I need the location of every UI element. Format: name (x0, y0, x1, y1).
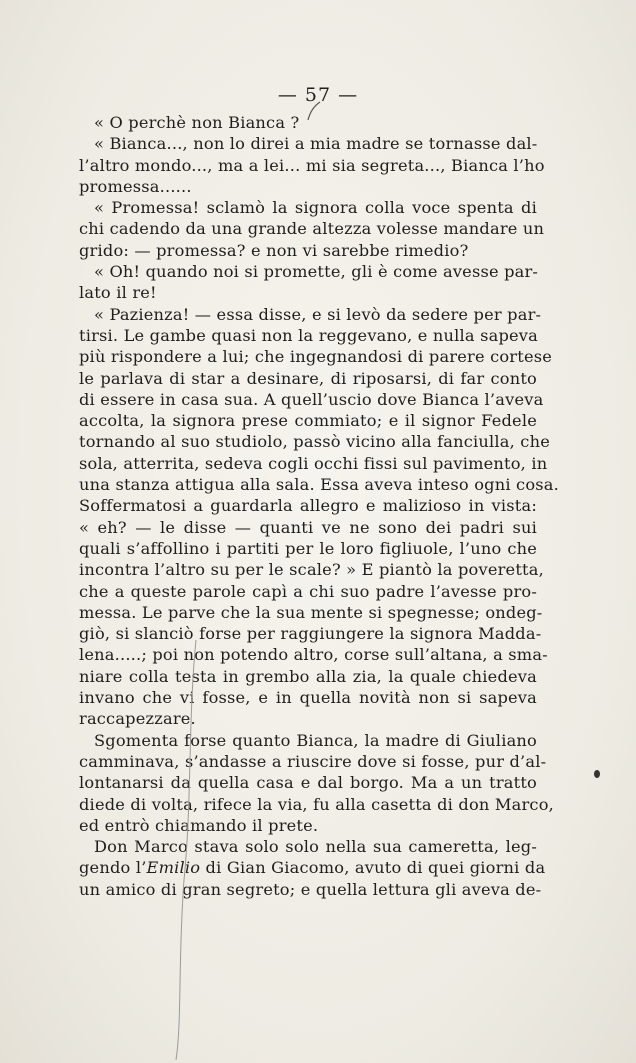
text-line: le parlava di star a desinare, di riposarsi, di far conto (79, 368, 537, 388)
text-line: niare colla testa in grembo alla zia, la quale chiedeva (79, 666, 537, 686)
text-line: lontanarsi da quella casa e dal borgo. Ma a un tratto (79, 773, 537, 793)
text-line: ed entrò chiamando il prete. (79, 815, 319, 835)
text-line: una stanza attigua alla sala. Essa aveva inteso ogni cosa. (79, 475, 559, 495)
text-line: sola, atterrita, sedeva cogli occhi fissi sul pavimento, in (79, 453, 548, 473)
body-text (79, 112, 559, 900)
text-line: « Promessa! sclamò la signora colla voce spenta di (94, 198, 537, 218)
text-line: raccapezzare. (79, 709, 196, 729)
text-line: un amico di gran segreto; e quella lettura gli aveva de- (79, 879, 542, 899)
page-number: — 57 — (277, 84, 359, 106)
text-line: tornando al suo studiolo, passò vicino alla fanciulla, che (79, 432, 550, 452)
text-line: più rispondere a lui; che ingegnandosi di parere cortese (79, 347, 553, 367)
text-line: « Bianca..., non lo direi a mia madre se tornasse dal- (94, 134, 538, 154)
text-line: incontra l’altro su per le scale? » E piantò la poveretta, (79, 560, 544, 580)
text-line: che a queste parole capì a chi suo padre l’avesse pro- (79, 581, 537, 601)
text-line: « Oh! quando noi si promette, gli è come avesse par- (94, 262, 539, 282)
text-line: gendo l’Emilio di Gian Giacomo, avuto di quei giorni da (79, 858, 546, 878)
text-line: giò, si slanciò forse per raggiungere la signora Madda- (79, 624, 542, 644)
text-line: quali s’affollino i partiti per le loro figliuole, l’uno che (79, 538, 537, 558)
pencil-stroke (166, 640, 206, 1060)
text-line: messa. Le parve che la sua mente si spegnesse; ondeg- (79, 602, 543, 622)
text-line: « O perchè non Bianca ? (94, 113, 300, 132)
text-line: l’altro mondo..., ma a lei... mi sia segreta..., Bianca l’ho (79, 155, 545, 175)
text-line: Soffermatosi a guardarla allegro e malizioso in vista: (79, 496, 537, 516)
text-line: grido: — promessa? e non vi sarebbe rimedio? (79, 240, 469, 260)
text-line: diede di volta, rifece la via, fu alla casetta di don Marco, (79, 794, 554, 814)
text-line: camminava, s’andasse a riuscire dove si fosse, pur d’al- (79, 751, 547, 771)
ink-speck (594, 770, 600, 778)
text-line: lena.....; poi non potendo altro, corse sull’altana, a sma- (79, 645, 548, 665)
text-line: tirsi. Le gambe quasi non la reggevano, e nulla sapeva (79, 325, 539, 345)
text-line: chi cadendo da una grande altezza volesse mandare un (79, 219, 545, 239)
text-line: accolta, la signora prese commiato; e il signor Fedele (79, 411, 537, 431)
text-line: Sgomenta forse quanto Bianca, la madre di Giuliano (94, 730, 537, 750)
text-line: Don Marco stava solo solo nella sua cameretta, leg- (94, 837, 537, 857)
text-line: di essere in casa sua. A quell’uscio dove Bianca l’aveva (79, 389, 544, 409)
text-line: invano che vi fosse, e in quella novità non si sapeva (79, 688, 537, 708)
text-line: « eh? — le disse — quanti ve ne sono dei padri sui (79, 517, 537, 537)
text-line: lato il re! (79, 283, 157, 303)
text-line: « Pazienza! — essa disse, e si levò da sedere per par- (94, 304, 542, 324)
text-line: promessa...... (79, 176, 192, 196)
